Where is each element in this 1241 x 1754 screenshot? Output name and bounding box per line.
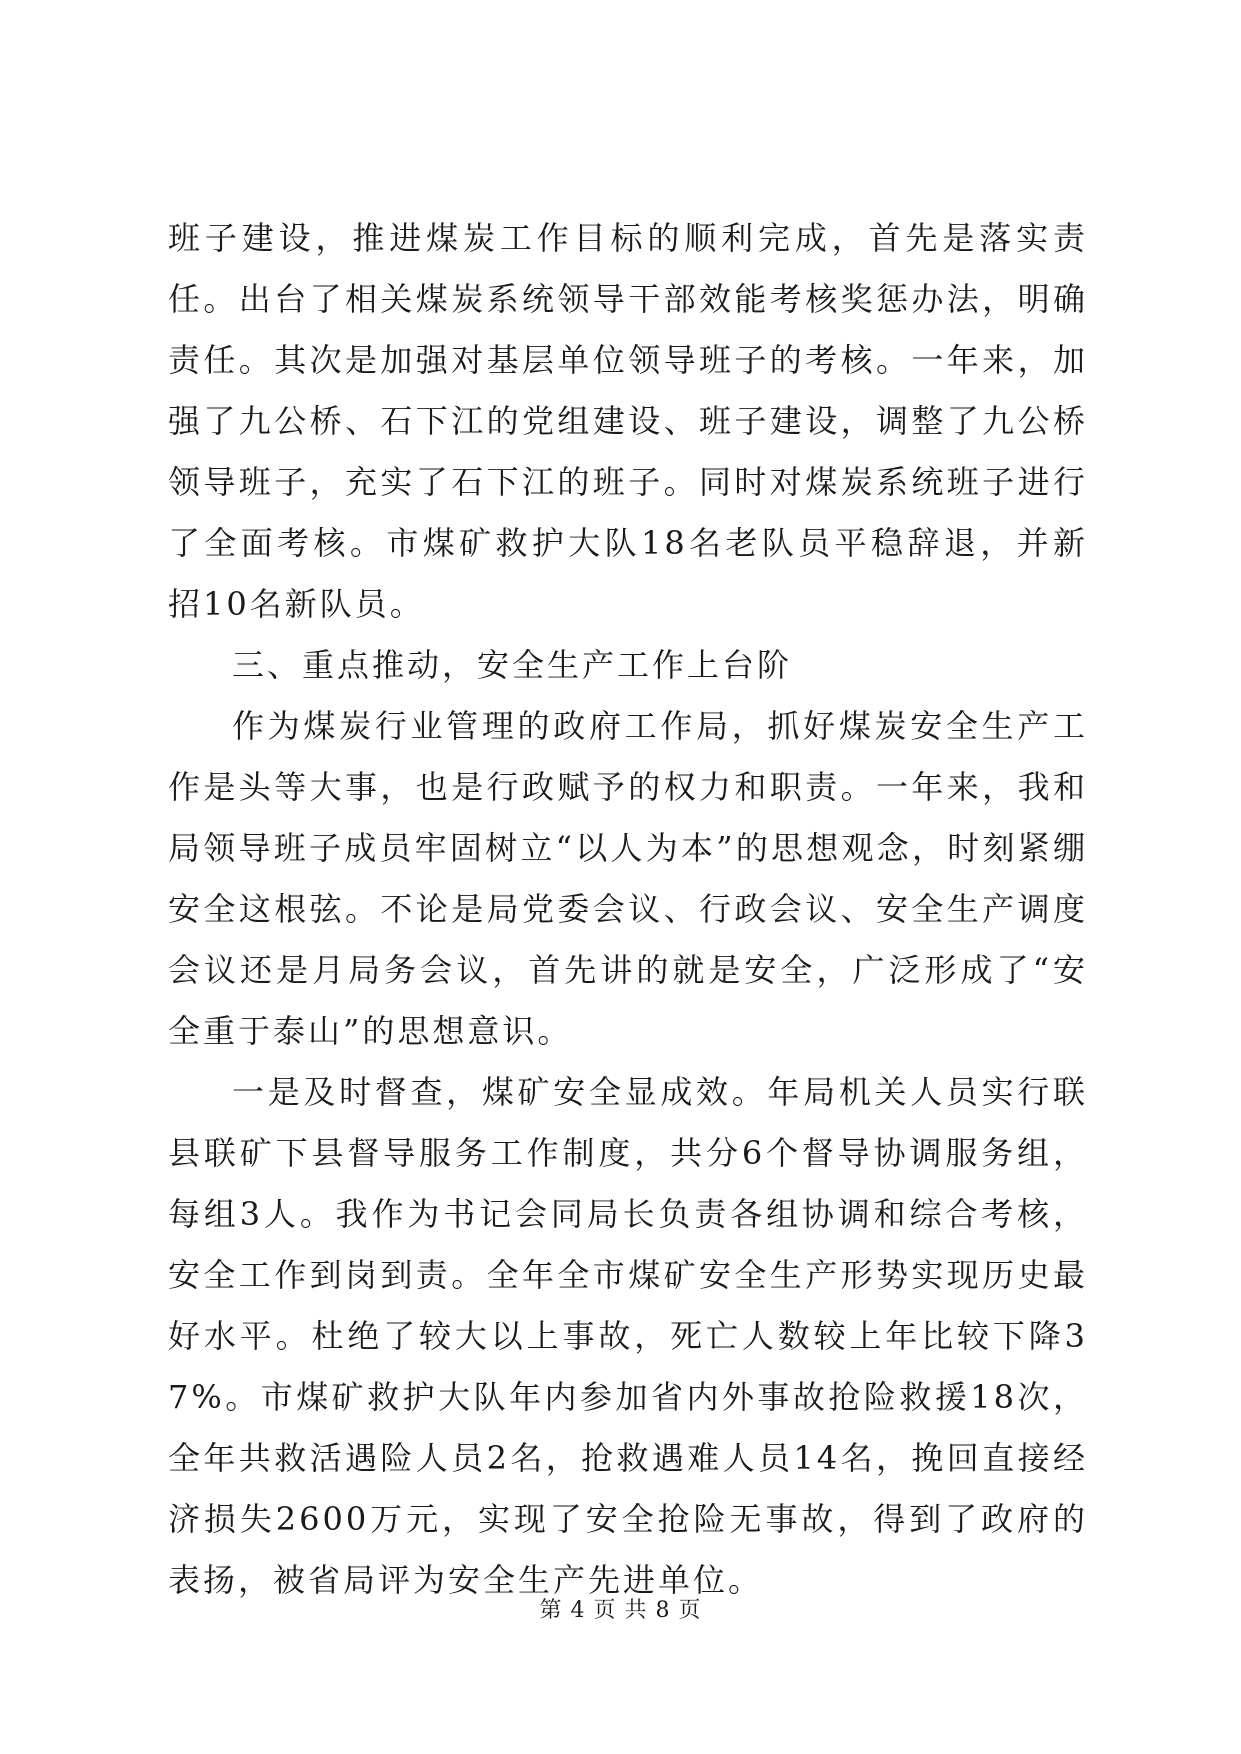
paragraph-2: 作为煤炭行业管理的政府工作局，抓好煤炭安全生产工作是头等大事，也是行政赋予的权力和职责。一年来，我和局领导班子成员牢固树立“以人为本”的思想观念，时刻紧绷安全这根弦。不论是局党委会议、行政会议、安全生产调度会议还是月局务会议，首先讲的就是安全，广泛形成了“安全重于泰山”的思想意识。 <box>168 707 1088 1050</box>
page-number-footer: 第 4 页 共 8 页 <box>539 1598 702 1623</box>
section-heading: 三、重点推动，安全生产工作上台阶 <box>232 646 793 684</box>
paragraph-1: 班子建设，推进煤炭工作目标的顺利完成，首先是落实责任。出台了相关煤炭系统领导干部效能考核奖惩办法，明确责任。其次是加强对基层单位领导班子的考核。一年来，加强了九公桥、石下江的党组建设、班子建设，调整了九公桥领导班子，充实了石下江的班子。同时对煤炭系统班子进行了全面考核。市煤矿救护大队18名老队员平稳辞退，并新招10名新队员。 <box>168 219 1088 623</box>
paragraph-3: 一是及时督查，煤矿安全显成效。年局机关人员实行联县联矿下县督导服务工作制度，共分6个督导协调服务组，每组3人。我作为书记会同局长负责各组协调和综合考核，安全工作到岗到责。全年全市煤矿安全生产形势实现历史最好水平。杜绝了较大以上事故，死亡人数较上年比较下降37%。市煤矿救护大队年内参加省内外事故抢险救援18次，全年共救活遇险人员2名，抢救遇难人员14名，挽回直接经济损失2600万元，实现了安全抢险无事故，得到了政府的表扬，被省局评为安全生产先进单位。 <box>168 1073 1088 1599</box>
document-body <box>168 208 1088 1611</box>
